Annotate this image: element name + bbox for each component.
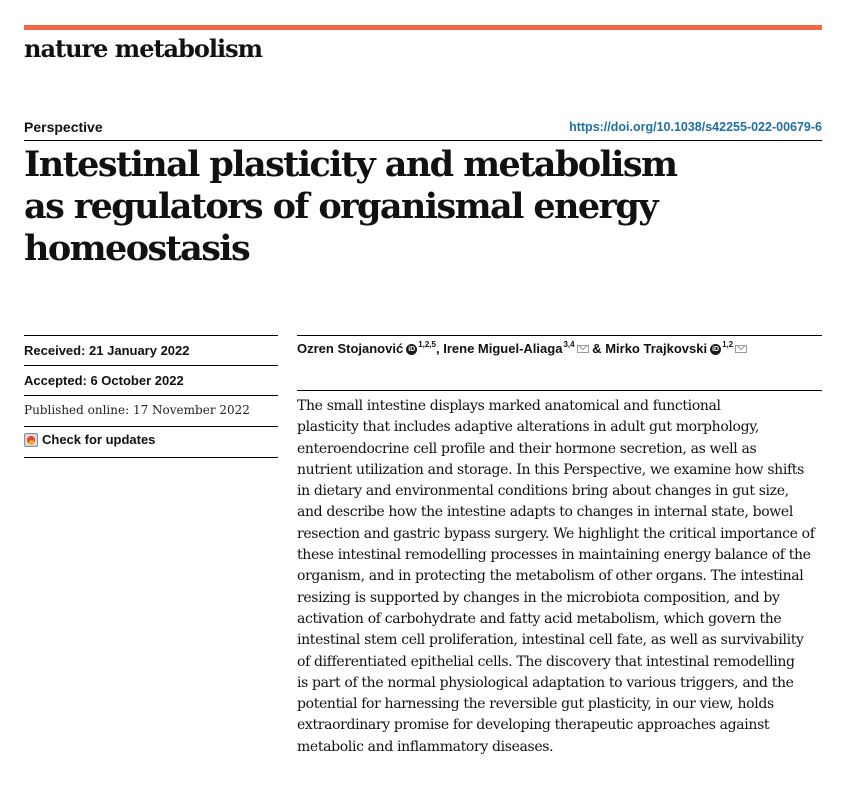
article-title bbox=[24, 144, 676, 270]
dates-divider bbox=[24, 395, 278, 396]
abstract-line: nutrient utilization and storage. In this Perspective, we examine how shifts bbox=[297, 461, 804, 478]
crossmark-icon bbox=[24, 433, 38, 447]
abstract-line: resizing is supported by changes in the microbiota composition, and by bbox=[297, 589, 780, 606]
author-name[interactable]: Ozren Stojanović bbox=[297, 341, 404, 356]
check-for-updates-label: Check for updates bbox=[42, 432, 156, 447]
orcid-icon[interactable]: iD bbox=[712, 346, 720, 353]
abstract-line: enteroendocrine cell profile and their hormone secretion, as well as bbox=[297, 440, 757, 457]
abstract-line: activation of carbohydrate and fatty acid metabolism, which govern the bbox=[297, 610, 782, 627]
abstract-line: potential for harnessing the reversible gut plasticity, in our view, holds bbox=[297, 696, 774, 713]
abstract-line: resection and gastric bypass surgery. We highlight the critical importance of bbox=[297, 525, 815, 542]
abstract-line: in dietary and environmental conditions bring about changes in gut size, bbox=[297, 483, 789, 500]
email-icon[interactable] bbox=[577, 345, 589, 353]
author-separator: & bbox=[588, 341, 606, 356]
abstract-line: The small intestine displays marked anatomical and functional bbox=[297, 398, 721, 414]
abstract-line: intestinal stem cell proliferation, intestinal cell fate, as well as survivability bbox=[297, 632, 804, 649]
accepted-date: Accepted: 6 October 2022 bbox=[24, 373, 184, 388]
abstract-line: plasticity that includes adaptive alterations in adult gut morphology, bbox=[297, 419, 760, 436]
author-separator: , bbox=[436, 341, 444, 356]
orcid-icon[interactable]: iD bbox=[408, 346, 416, 353]
dates-divider bbox=[24, 365, 278, 366]
abstract-line: metabolic and inflammatory diseases. bbox=[297, 738, 554, 755]
author-list bbox=[297, 341, 747, 356]
title-line: Intestinal plasticity and metabolism bbox=[24, 144, 677, 185]
author-affiliations: 1,2 bbox=[722, 340, 734, 349]
abstract-line: extraordinary promise for developing therapeutic approaches against bbox=[297, 717, 770, 734]
dates-divider bbox=[24, 426, 278, 427]
abstract-line: of differentiated epithelial cells. The discovery that intestinal remodelling bbox=[297, 653, 795, 670]
author-affiliations: 3,4 bbox=[563, 340, 575, 349]
email-icon[interactable] bbox=[735, 345, 747, 353]
article-type: Perspective bbox=[24, 119, 103, 135]
header-divider bbox=[24, 140, 822, 141]
title-line: homeostasis bbox=[24, 228, 250, 269]
author-affiliations: 1,2,5 bbox=[418, 340, 436, 349]
dates-divider bbox=[24, 335, 278, 336]
doi-link[interactable]: https://doi.org/10.1038/s42255-022-00679-6 bbox=[569, 120, 822, 134]
abstract bbox=[297, 396, 825, 758]
check-for-updates-button[interactable] bbox=[24, 432, 155, 447]
abstract-line: and describe how the intestine adapts to changes in internal state, bowel bbox=[297, 504, 793, 521]
authors-divider bbox=[297, 335, 822, 336]
published-date: Published online: 17 November 2022 bbox=[24, 403, 250, 417]
author-name[interactable]: Irene Miguel-Aliaga bbox=[443, 341, 563, 356]
dates-divider bbox=[24, 457, 278, 458]
title-line: as regulators of organismal energy bbox=[24, 186, 658, 227]
journal-name[interactable]: nature metabolism bbox=[24, 34, 263, 63]
abstract-line: is part of the normal physiological adaptation to various triggers, and the bbox=[297, 674, 794, 691]
journal-accent-bar bbox=[24, 25, 822, 30]
abstract-line: these intestinal remodelling processes in maintaining energy balance of the bbox=[297, 547, 811, 564]
abstract-line: organism, and in protecting the metabolism of other organs. The intestinal bbox=[297, 568, 804, 585]
received-date: Received: 21 January 2022 bbox=[24, 343, 190, 358]
author-name[interactable]: Mirko Trajkovski bbox=[605, 341, 708, 356]
abstract-divider bbox=[297, 390, 822, 391]
